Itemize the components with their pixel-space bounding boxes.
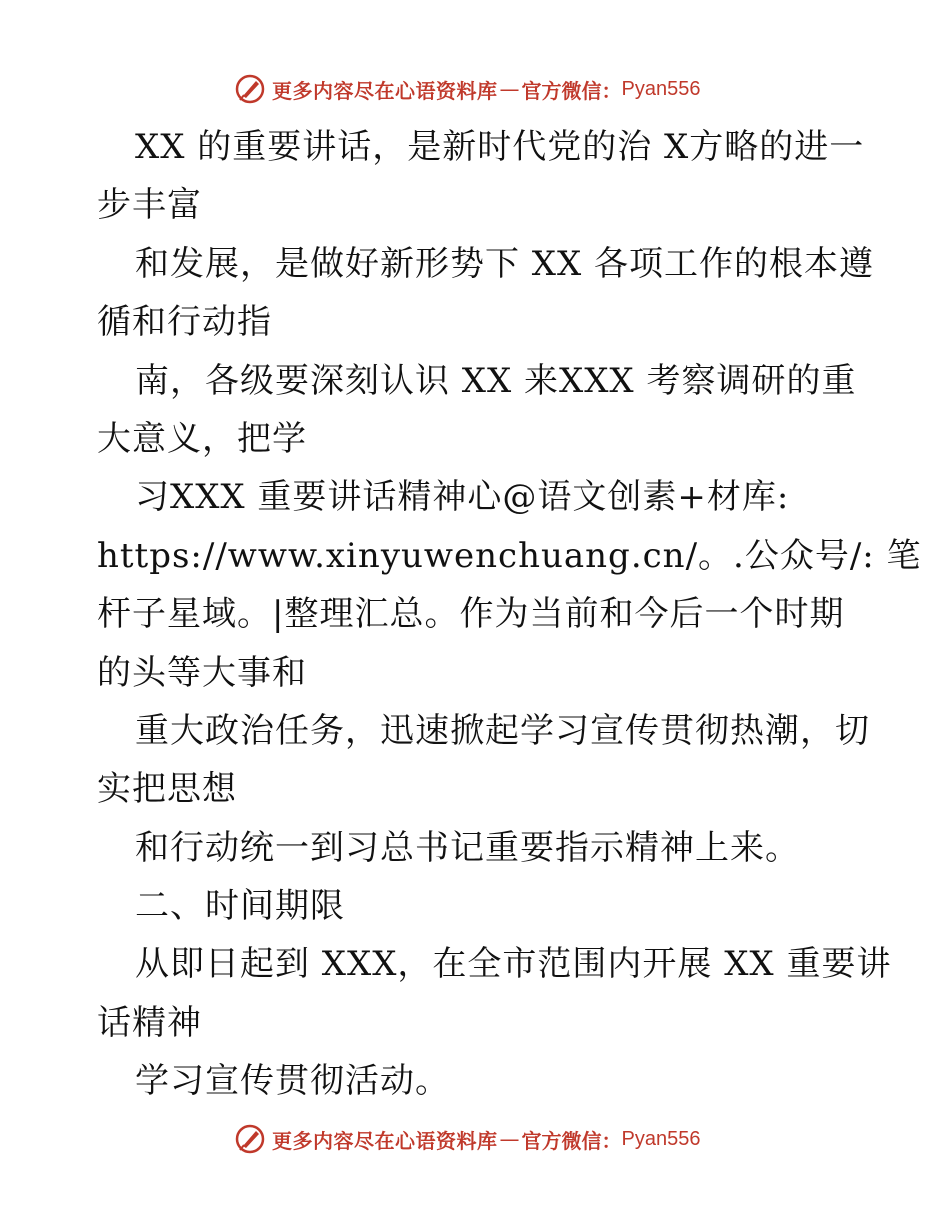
- section-heading: 二、时间期限: [135, 886, 345, 927]
- body-line: 习XXX 重要讲话精神心@语文创素+材库:: [135, 477, 790, 518]
- banner-dash: —: [499, 77, 520, 101]
- quill-logo-icon: [234, 73, 266, 105]
- body-line: 学习宣传贯彻活动。: [135, 1061, 450, 1102]
- quill-logo-icon: [234, 1123, 266, 1155]
- banner-wechat-id: Pyan556: [621, 77, 701, 100]
- body-line: 循和行动指: [97, 302, 272, 343]
- body-line: 和行动统一到习总书记重要指示精神上来。: [135, 827, 800, 868]
- body-line: 话精神: [97, 1002, 202, 1043]
- header-watermark-banner: [234, 72, 700, 106]
- banner-main-text: 更多内容尽在心语资料库: [272, 1128, 498, 1153]
- body-line: 和发展，是做好新形势下 XX 各项工作的根本遵: [135, 243, 875, 284]
- banner-wechat-label: 官方微信：: [521, 78, 622, 103]
- body-line: XX 的重要讲话，是新时代党的治 X方略的进一: [135, 127, 865, 167]
- body-line: https://www.xinyuwenchuang.cn/。.公众号/: 笔: [97, 535, 922, 576]
- body-line: 从即日起到 XXX，在全市范围内开展 XX 重要讲: [135, 944, 892, 985]
- banner-main-text: 更多内容尽在心语资料库: [272, 78, 498, 103]
- body-line: 重大政治任务，迅速掀起学习宣传贯彻热潮，切: [135, 710, 870, 751]
- banner-wechat-id: Pyan556: [621, 1127, 701, 1150]
- body-line: 实把思想: [97, 769, 237, 810]
- body-line: 大意义，把学: [97, 418, 307, 459]
- banner-wechat-label: 官方微信：: [521, 1128, 622, 1153]
- footer-watermark-banner: [234, 1122, 700, 1156]
- banner-dash: —: [499, 1127, 520, 1151]
- body-line: 的头等大事和: [97, 652, 307, 693]
- document-body: [97, 118, 922, 1111]
- body-line: 杆子星域。|整理汇总。作为当前和今后一个时期: [97, 594, 845, 635]
- body-line: 南，各级要深刻认识 XX 来XXX 考察调研的重: [135, 360, 857, 401]
- body-line: 步丰富: [97, 185, 202, 226]
